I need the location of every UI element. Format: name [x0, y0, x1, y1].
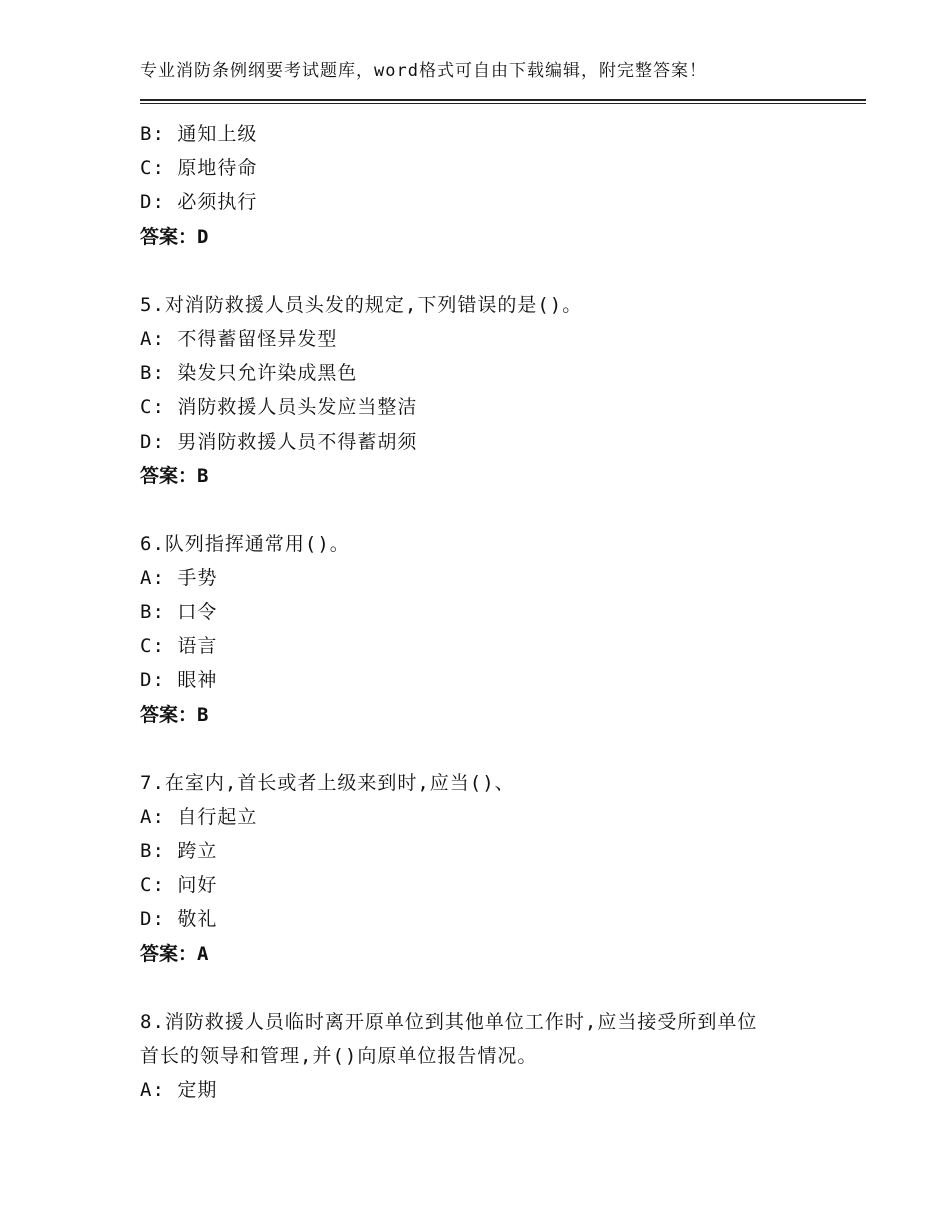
option-a: A: 不得蓄留怪异发型 — [140, 328, 338, 350]
option-d: D: 男消防救援人员不得蓄胡须 — [140, 431, 418, 453]
option-a: A: 自行起立 — [140, 806, 258, 828]
question-7: 7.在室内,首长或者上级来到时,应当()、 — [140, 772, 515, 794]
option-d: D: 眼神 — [140, 669, 218, 691]
option-b: B: 通知上级 — [140, 123, 258, 145]
answer: 答案：B — [140, 704, 209, 726]
header-divider — [140, 99, 866, 101]
question-5: 5.对消防救援人员头发的规定,下列错误的是()。 — [140, 294, 583, 316]
answer: 答案：B — [140, 465, 209, 487]
answer: 答案：A — [140, 943, 209, 965]
page-header: 专业消防条例纲要考试题库，word格式可自由下载编辑，附完整答案！ — [140, 61, 707, 81]
option-a: A: 手势 — [140, 567, 218, 589]
question-6: 6.队列指挥通常用()。 — [140, 533, 350, 555]
option-c: C: 问好 — [140, 874, 218, 896]
option-b: B: 染发只允许染成黑色 — [140, 362, 358, 384]
option-b: B: 跨立 — [140, 840, 218, 862]
option-c: C: 语言 — [140, 635, 218, 657]
option-a: A: 定期 — [140, 1079, 218, 1101]
option-d: D: 必须执行 — [140, 191, 258, 213]
answer: 答案：D — [140, 226, 209, 248]
option-c: C: 原地待命 — [140, 157, 258, 179]
option-b: B: 口令 — [140, 601, 218, 623]
header-divider-thin — [140, 103, 866, 104]
option-c: C: 消防救援人员头发应当整洁 — [140, 396, 418, 418]
question-8-continued: 首长的领导和管理,并()向原单位报告情况。 — [140, 1045, 538, 1067]
option-d: D: 敬礼 — [140, 908, 218, 930]
question-8: 8.消防救援人员临时离开原单位到其他单位工作时,应当接受所到单位 — [140, 1011, 758, 1033]
